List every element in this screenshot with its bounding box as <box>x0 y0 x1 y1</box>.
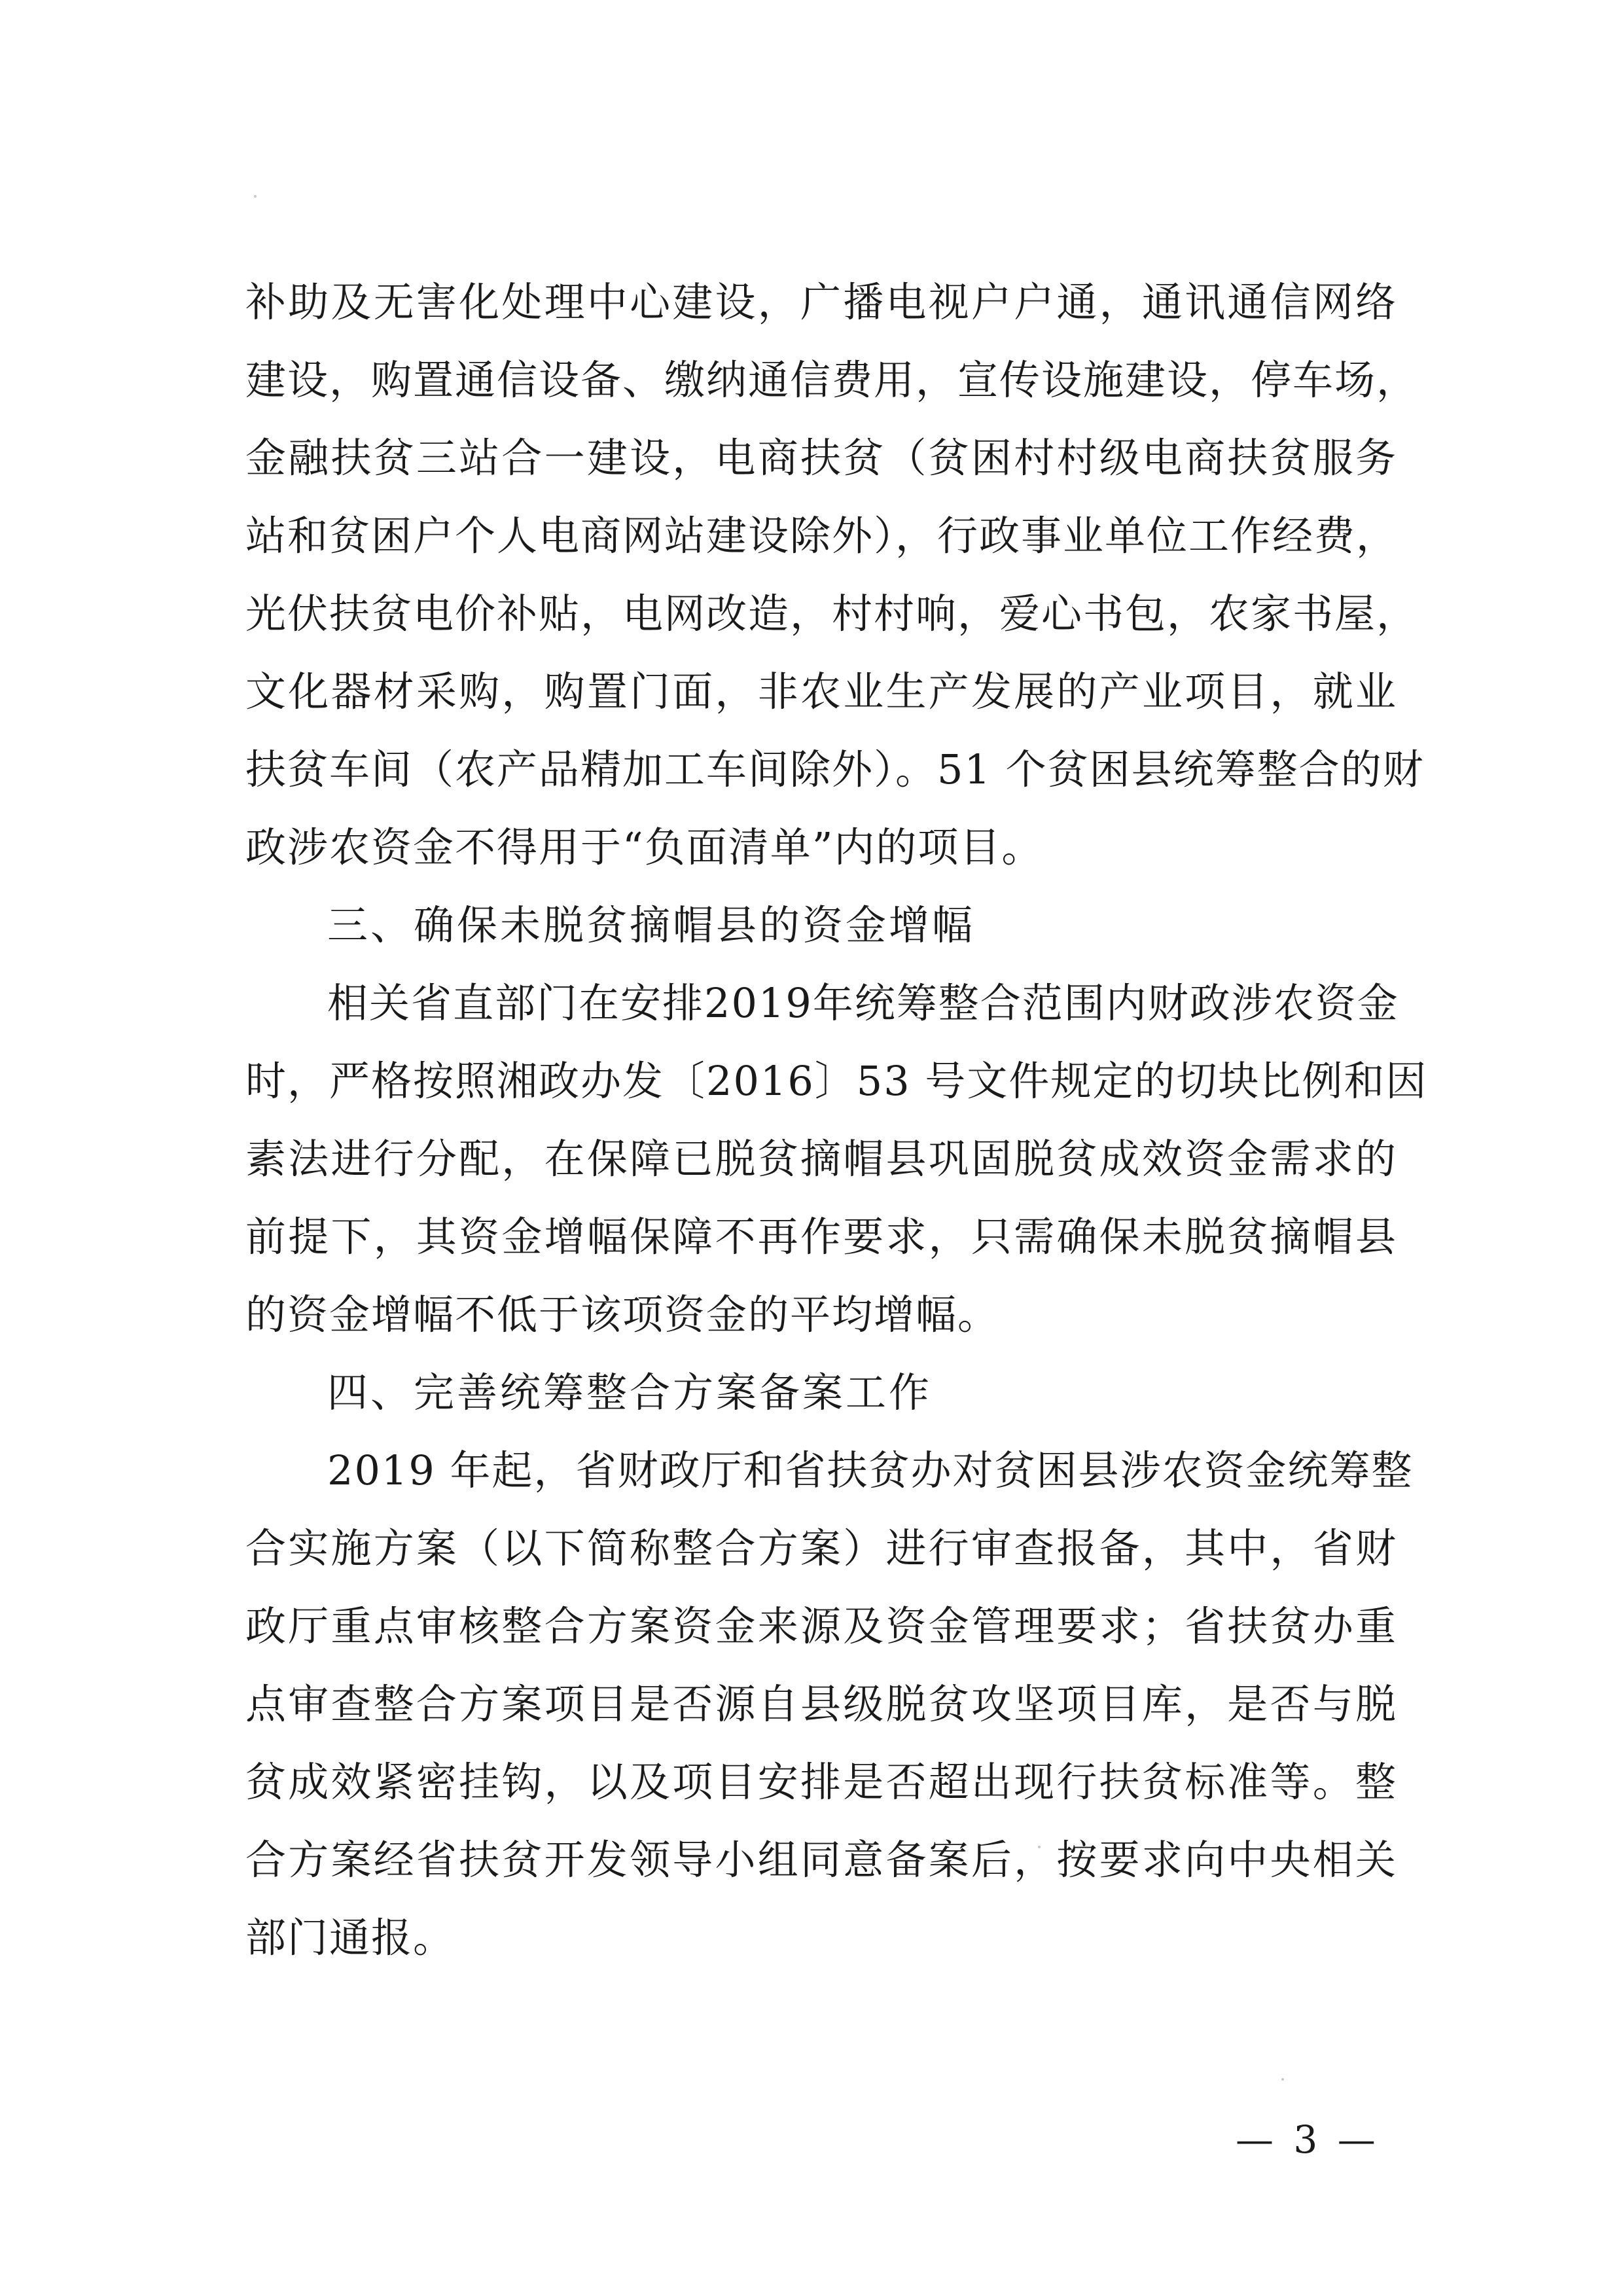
text-line: 点审查整合方案项目是否源自县级脱贫攻坚项目库，是否与脱 <box>245 1680 1397 1728</box>
text-line: 的资金增幅不低于该项资金的平均增幅。 <box>245 1291 1000 1338</box>
text-line: 政厅重点审核整合方案资金来源及资金管理要求；省扶贫办重 <box>245 1602 1397 1650</box>
text-line: 政涉农资金不得用于“负面清单”内的项目。 <box>245 823 1044 871</box>
text-line: 2019 年起，省财政厅和省扶贫办对贫困县涉农资金统筹整 <box>327 1446 1414 1494</box>
text-line: 补助及无害化处理中心建设，广播电视户户通，通讯通信网络 <box>245 278 1397 326</box>
text-line: 素法进行分配，在保障已脱贫摘帽县巩固脱贫成效资金需求的 <box>245 1135 1397 1183</box>
text-line: 部门通报。 <box>245 1914 455 1962</box>
text-line: 站和贫困户个人电商网站建设除外），行政事业单位工作经费， <box>245 512 1399 560</box>
text-line: 前提下，其资金增幅保障不再作要求，只需确保未脱贫摘帽县 <box>245 1213 1397 1261</box>
text-line: 时，严格按照湘政办发〔2016〕53 号文件规定的切块比例和因 <box>245 1057 1428 1105</box>
section-heading: 三、确保未脱贫摘帽县的资金增幅 <box>327 901 976 949</box>
section-heading: 四、完善统筹整合方案备案工作 <box>327 1369 933 1416</box>
text-line: 合实施方案（以下简称整合方案）进行审查报备，其中，省财 <box>245 1524 1397 1572</box>
text-line: 光伏扶贫电价补贴，电网改造，村村响，爱心书包，农家书屋， <box>245 590 1419 637</box>
text-line: 合方案经省扶贫开发领导小组同意备案后，按要求向中央相关 <box>245 1836 1397 1884</box>
text-line: 建设，购置通信设备、缴纳通信费用，宣传设施建设，停车场， <box>245 356 1419 404</box>
page-number: — 3 — <box>1236 2117 1380 2162</box>
text-line: 贫成效紧密挂钩，以及项目安排是否超出现行扶贫标准等。整 <box>245 1758 1397 1806</box>
text-line: 文化器材采购，购置门面，非农业生产发展的产业项目，就业 <box>245 668 1397 715</box>
scan-speck <box>254 195 257 198</box>
text-line: 扶贫车间（农产品精加工车间除外）。51 个贫困县统筹整合的财 <box>245 745 1425 793</box>
scan-speck <box>1281 2078 1284 2081</box>
text-line: 相关省直部门在安排2019年统筹整合范围内财政涉农资金 <box>327 979 1399 1027</box>
text-line: 金融扶贫三站合一建设，电商扶贫（贫困村村级电商扶贫服务 <box>245 434 1397 482</box>
